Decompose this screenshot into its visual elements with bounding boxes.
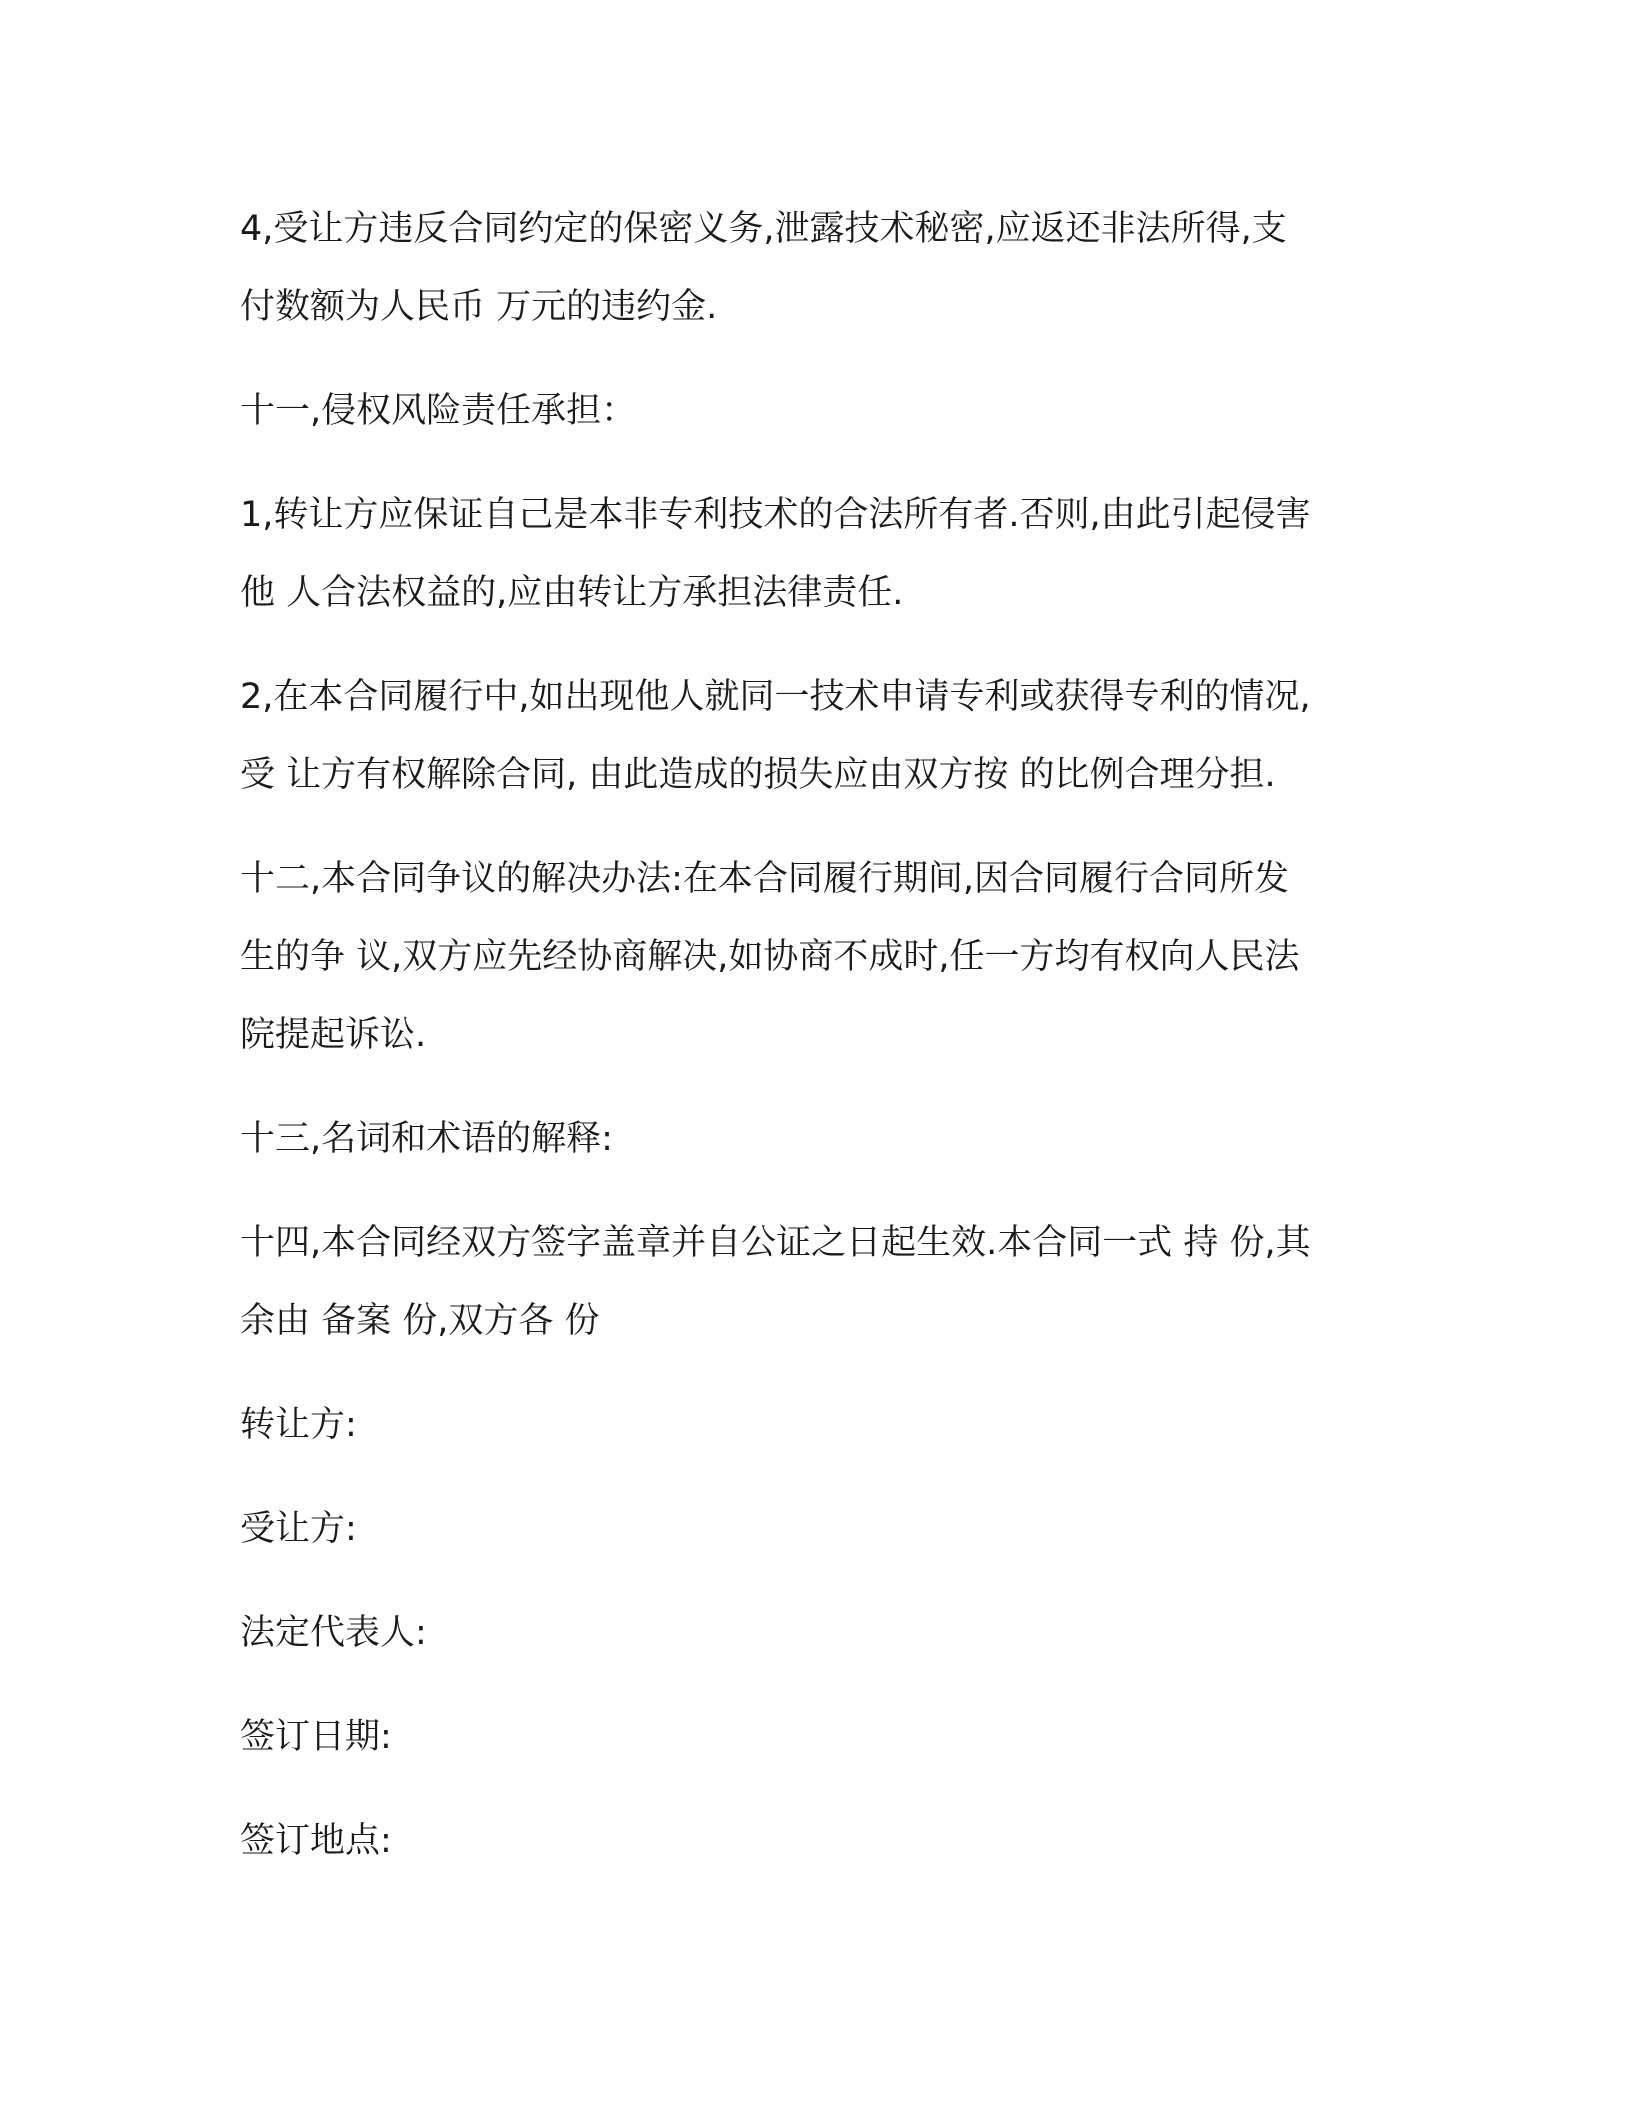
text-line: 十三,名词和术语的解释:: [240, 1119, 613, 1159]
signature-field-legal-representative: 法定代表人:: [240, 1613, 427, 1653]
clause-11-1: [240, 476, 1400, 632]
section-14-effectiveness: [240, 1204, 1400, 1360]
text-line: 4,受让方违反合同约定的保密义务,泄露技术秘密,应返还非法所得,支: [240, 209, 1287, 249]
clause-11-2: [240, 658, 1400, 814]
text-line: 他 人合法权益的,应由转让方承担法律责任.: [240, 573, 904, 613]
text-line: 余由 备案 份,双方各 份: [240, 1301, 600, 1341]
section-11-heading: [240, 372, 1400, 450]
signature-field-transferee: 受让方:: [240, 1509, 357, 1549]
signature-field-signing-date: 签订日期:: [240, 1717, 392, 1757]
text-line: 受 让方有权解除合同, 由此造成的损失应由双方按 的比例合理分担.: [240, 755, 1276, 795]
text-line: 2,在本合同履行中,如出现他人就同一技术申请专利或获得专利的情况,: [240, 677, 1311, 717]
text-line: 1,转让方应保证自己是本非专利技术的合法所有者.否则,由此引起侵害: [240, 495, 1311, 535]
document-page: [240, 190, 1400, 1906]
text-line: 生的争 议,双方应先经协商解决,如协商不成时,任一方均有权向人民法: [240, 937, 1300, 977]
section-13-terms: [240, 1100, 1400, 1178]
text-line: 十二,本合同争议的解决办法:在本合同履行期间,因合同履行合同所发: [240, 859, 1290, 899]
signature-field-signing-location: 签订地点:: [240, 1821, 392, 1861]
text-line: 付数额为人民币 万元的违约金.: [240, 287, 718, 327]
section-12-dispute-resolution: [240, 840, 1400, 1074]
text-line: 院提起诉讼.: [240, 1015, 427, 1055]
text-line: 十一,侵权风险责任承担：: [240, 391, 637, 431]
text-line: 十四,本合同经双方签字盖章并自公证之日起生效.本合同一式 持 份,其: [240, 1223, 1311, 1263]
signature-field-transferor: 转让方:: [240, 1405, 357, 1445]
clause-4-confidentiality-breach: [240, 190, 1400, 346]
